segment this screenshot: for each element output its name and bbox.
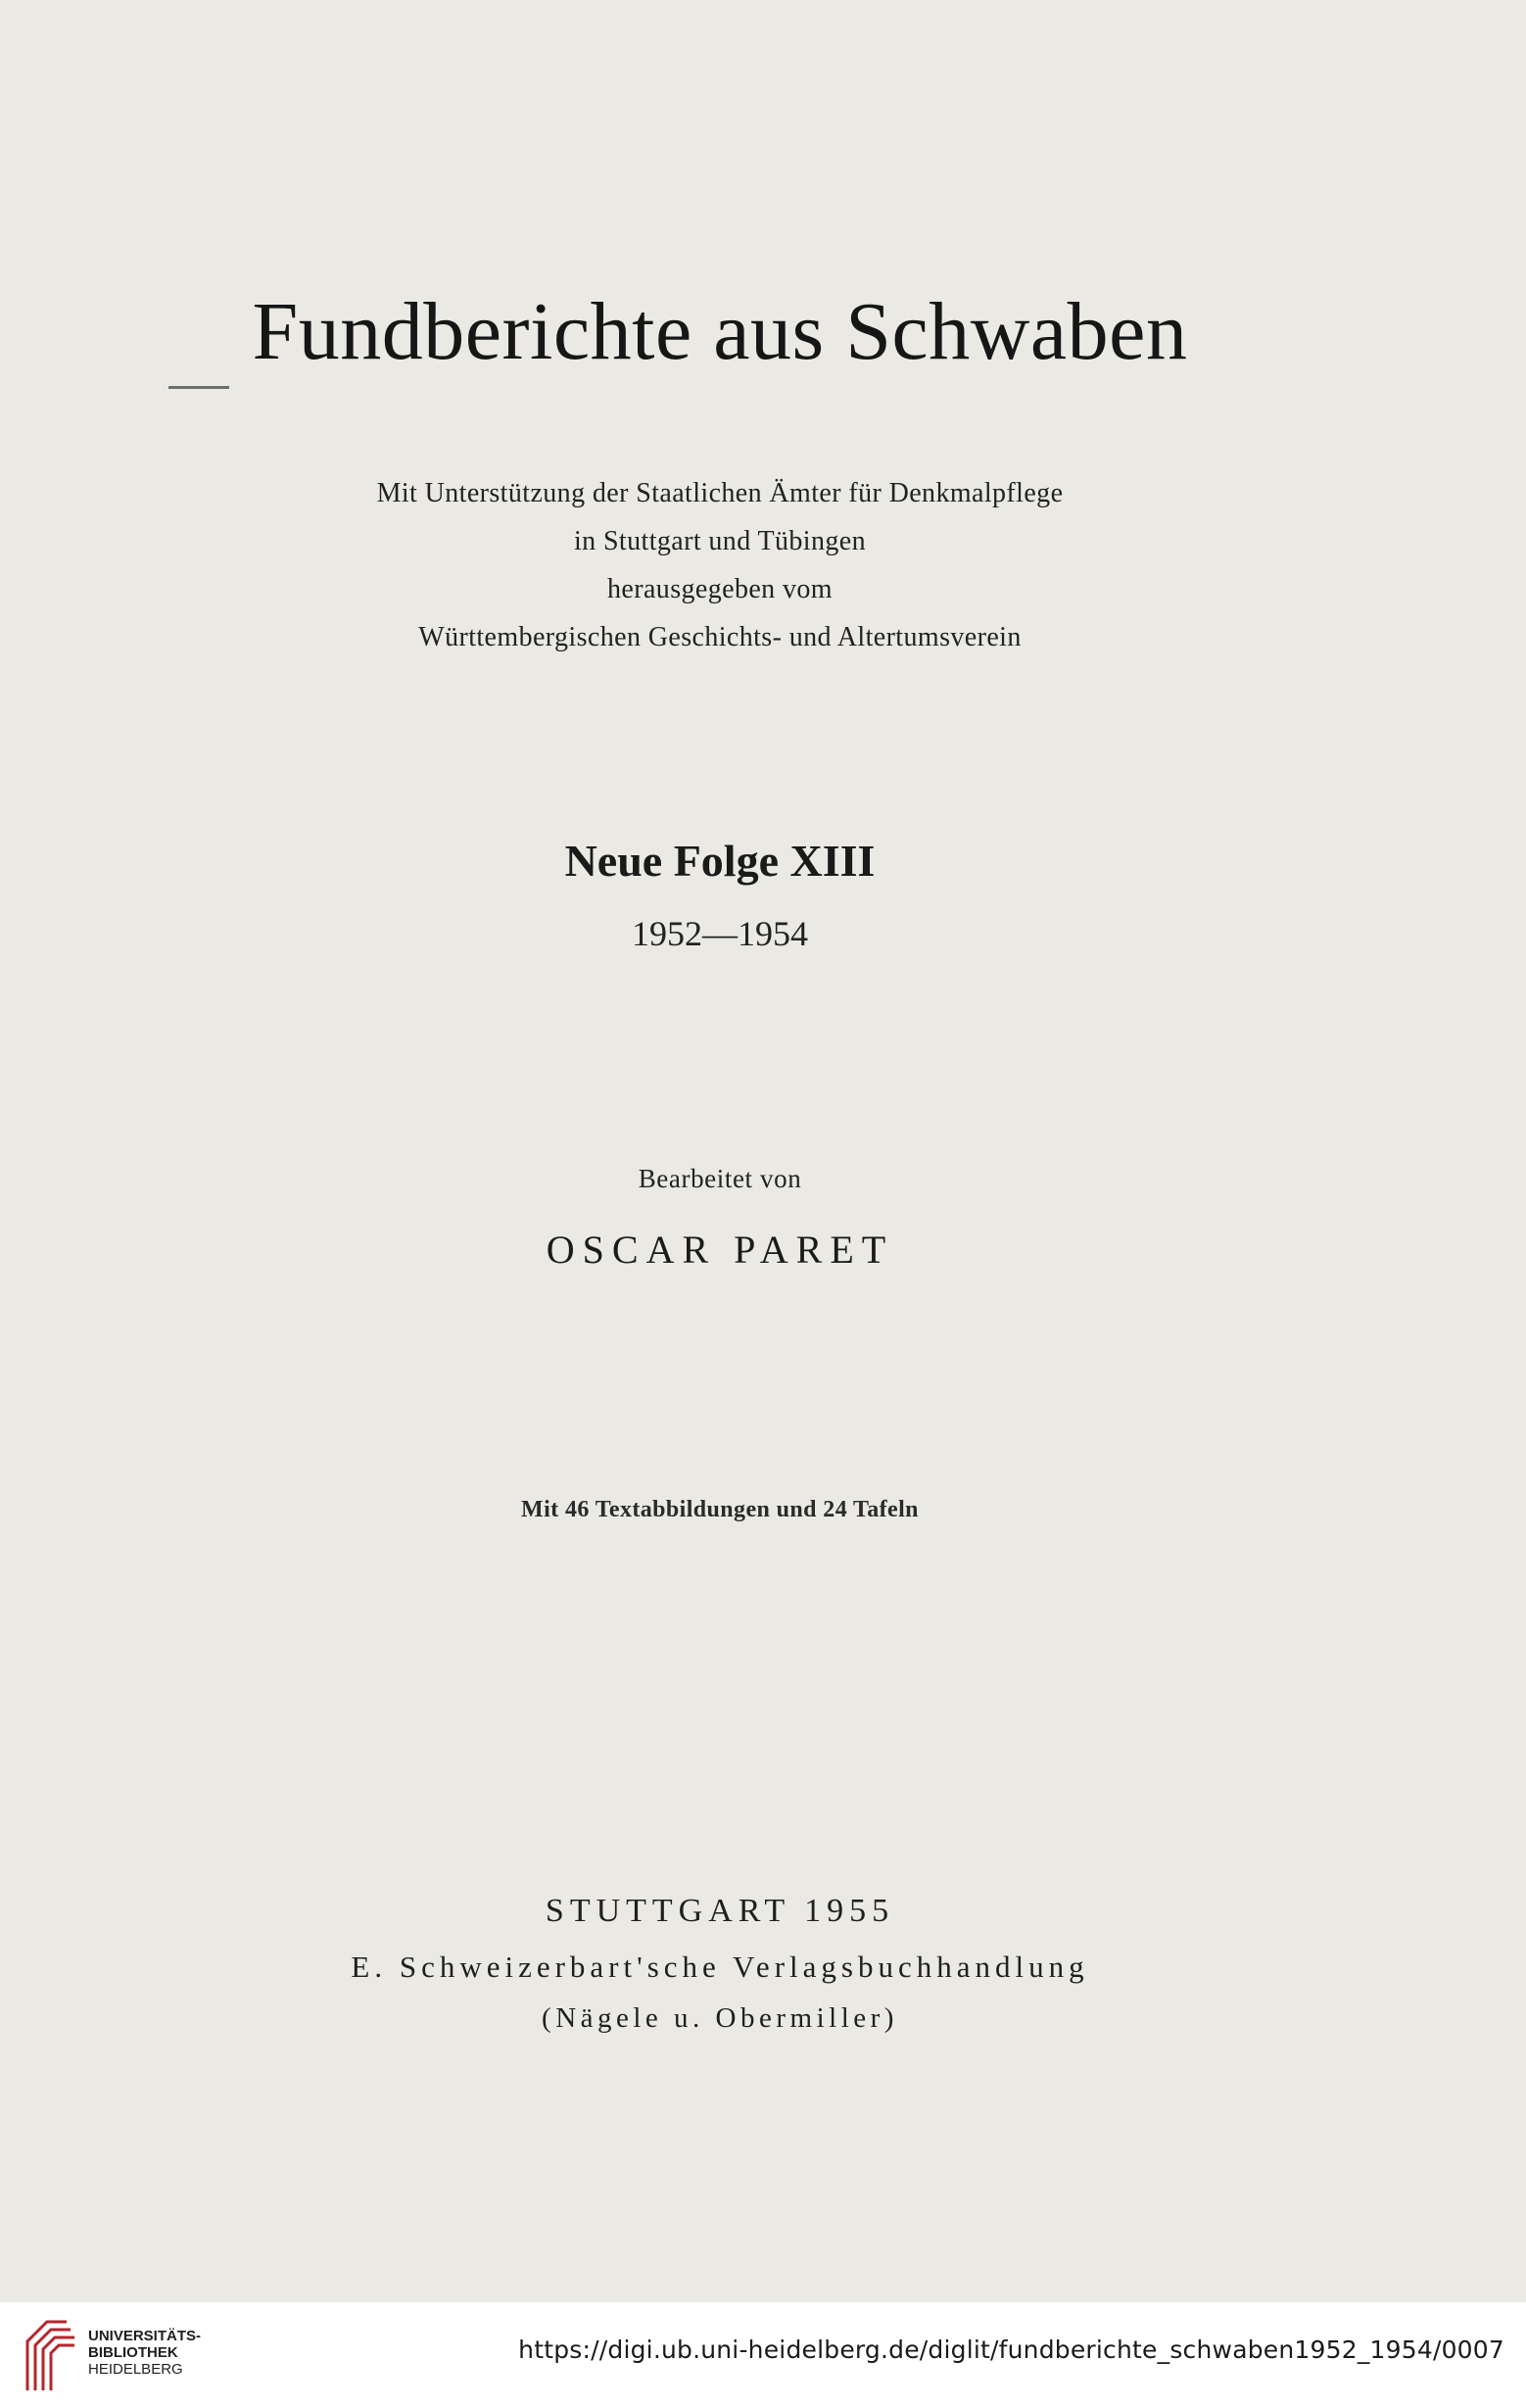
viewer-footer [0,2302,1526,2408]
subtitle-line-3: herausgegeben vom [607,574,833,604]
title-underline-mark [168,386,229,389]
subtitle-line-2: in Stuttgart und Tübingen [573,526,867,556]
subtitle-line-4: Württembergischen Geschichts- und Altertumsverein [418,622,1022,652]
imprint-publisher-sub: (Nägele u. Obermiller) [542,2002,898,2034]
subtitle-line-1: Mit Unterstützung der Staatlichen Ämter für Denkmalpflege [376,478,1064,508]
imprint-city-year: STUTTGART 1955 [545,1893,895,1929]
library-logo-icon[interactable] [18,2312,80,2400]
library-name-line-1: UNIVERSITÄTS- [88,2328,202,2344]
imprint-publisher: E. Schweizerbart'sche Verlagsbuchhandlung [351,1950,1089,1984]
permalink-url[interactable]: https://digi.ub.uni-heidelberg.de/diglit/fundberichte_schwaben1952_1954/0007 [518,2336,1504,2364]
edited-by-label: Bearbeitet von [638,1164,802,1193]
illustrations-note: Mit 46 Textabbildungen und 24 Tafeln [521,1497,919,1522]
library-name-line-3: HEIDELBERG [88,2361,183,2378]
year-range: 1952—1954 [632,914,808,953]
library-name [88,2328,201,2378]
editor-name: OSCAR PARET [546,1228,894,1272]
library-name-line-2: BIBLIOTHEK [88,2344,178,2361]
book-title: Fundberichte aus Schwaben [252,286,1188,377]
series-title: Neue Folge XIII [564,836,876,886]
